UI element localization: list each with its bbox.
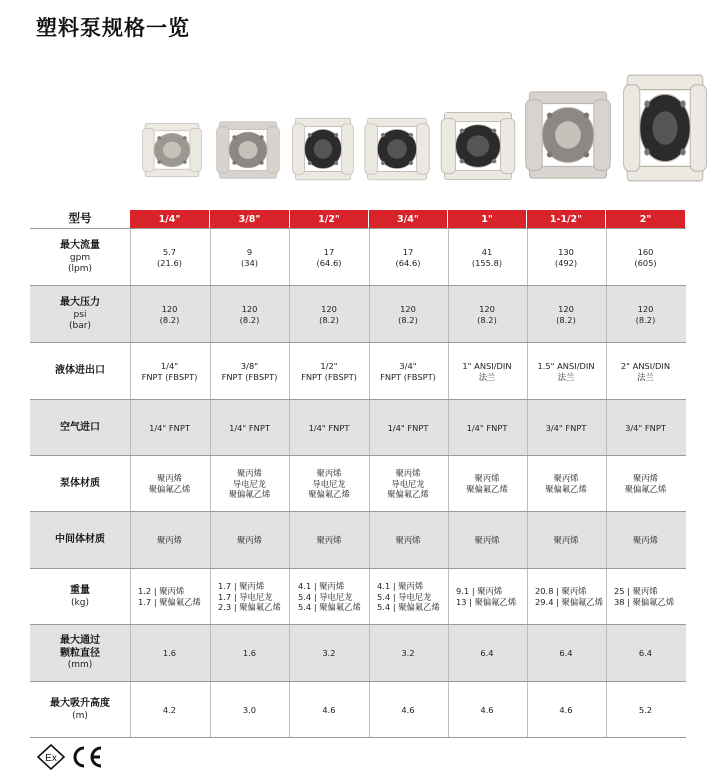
- column-divider: [289, 456, 290, 512]
- cell-text: 2.3 | 聚偏氟乙烯: [218, 602, 281, 613]
- column-divider: [527, 682, 528, 738]
- cell-text: 38 | 聚偏氟乙烯: [614, 597, 675, 607]
- column-divider: [369, 229, 370, 286]
- size-header-5: 1": [448, 210, 526, 229]
- cell-text: (21.6): [157, 257, 182, 268]
- cell-text: 5.4 | 聚偏氟乙烯: [377, 602, 440, 613]
- table-cell: [210, 400, 289, 456]
- table-cell: [527, 569, 605, 625]
- cell-text: 5.7: [162, 246, 177, 257]
- cell-text: 聚丙烯: [553, 535, 579, 546]
- table-cell: [130, 229, 209, 286]
- table-cell: [130, 569, 209, 625]
- table-cell: [369, 286, 447, 343]
- row-label-line: 泵体材质: [60, 477, 100, 489]
- row-divider: [30, 737, 686, 738]
- table-cell: [606, 625, 685, 682]
- row-label-line: 颗粒直径: [60, 647, 100, 659]
- table-cell: [448, 400, 526, 456]
- atex-ex-icon: [36, 744, 66, 770]
- cell-text: 聚偏氟乙烯: [387, 489, 429, 500]
- cell-text: (8.2): [239, 314, 260, 325]
- cell-text: 120: [558, 303, 574, 314]
- table-cell: [527, 343, 605, 400]
- column-divider: [527, 229, 528, 286]
- cell-text: 3.0: [242, 704, 257, 715]
- cell-text: 120: [161, 303, 178, 314]
- cell-text: 2" ANSI/DIN: [620, 360, 671, 371]
- table-row: [30, 456, 686, 512]
- cell-text: 6.4: [559, 648, 573, 659]
- cell-text: 9.1 | 聚丙烯: [456, 586, 503, 597]
- cell-text: 17: [402, 246, 414, 257]
- column-divider: [527, 343, 528, 400]
- cell-text: 聚丙烯: [395, 467, 421, 478]
- column-divider: [130, 400, 131, 456]
- row-label-line: (kg): [71, 597, 89, 608]
- column-divider: [369, 512, 370, 569]
- cell-text: 3.2: [322, 648, 336, 659]
- table-cell: [448, 456, 526, 512]
- cell-text: 3.2: [401, 648, 415, 659]
- table-cell: [369, 569, 447, 625]
- table-cell: [130, 512, 209, 569]
- column-divider: [289, 569, 290, 625]
- column-divider: [130, 286, 131, 343]
- cell-text: 41: [481, 246, 493, 257]
- cell-text: 聚丙烯: [474, 535, 500, 546]
- row-label-line: 液体进出口: [55, 365, 105, 377]
- cell-text: 1.2 | 聚丙烯: [138, 586, 185, 597]
- column-divider: [527, 456, 528, 512]
- cell-text: 3/4" FNPT: [545, 422, 587, 433]
- column-divider: [210, 569, 211, 625]
- column-divider: [448, 400, 449, 456]
- row-label: [30, 512, 130, 569]
- column-divider: [130, 512, 131, 569]
- table-row: [30, 569, 686, 625]
- column-divider: [527, 286, 528, 343]
- cell-text: 聚丙烯: [157, 535, 182, 546]
- column-divider: [448, 229, 449, 286]
- cell-text: 聚丙烯: [237, 467, 262, 478]
- cell-text: 聚丙烯: [633, 473, 658, 484]
- column-divider: [448, 286, 449, 343]
- table-cell: [448, 682, 526, 738]
- column-divider: [369, 625, 370, 682]
- column-divider: [130, 682, 131, 738]
- table-cell: [290, 286, 368, 343]
- table-cell: [130, 400, 209, 456]
- table-row: [30, 286, 686, 343]
- table-cell: [369, 512, 447, 569]
- column-divider: [289, 343, 290, 400]
- cell-text: 聚丙烯: [474, 473, 500, 484]
- cell-text: (34): [240, 257, 259, 268]
- pump-image-2: [214, 118, 282, 182]
- table-cell: [527, 286, 605, 343]
- table-cell: [448, 286, 526, 343]
- cell-text: 导电尼龙: [312, 478, 346, 489]
- column-divider: [448, 682, 449, 738]
- column-divider: [289, 400, 290, 456]
- table-cell: [527, 682, 605, 738]
- column-divider: [210, 512, 211, 569]
- column-divider: [527, 400, 528, 456]
- table-header-row: [30, 207, 686, 229]
- cell-text: 1" ANSI/DIN: [462, 360, 512, 371]
- row-label: [30, 456, 130, 512]
- table-cell: [369, 456, 447, 512]
- column-divider: [130, 229, 131, 286]
- cell-text: 1/4" FNPT: [229, 422, 270, 433]
- table-cell: [527, 625, 605, 682]
- column-divider: [369, 343, 370, 400]
- cell-text: 5.4 | 导电尼龙: [298, 591, 353, 602]
- cell-text: 4.1 | 聚丙烯: [377, 580, 424, 591]
- table-cell: [369, 625, 447, 682]
- table-cell: [527, 400, 605, 456]
- cell-text: 17: [323, 246, 335, 257]
- column-divider: [448, 456, 449, 512]
- cell-text: (64.6): [395, 257, 421, 268]
- cell-text: 1/2": [320, 360, 338, 371]
- cell-text: 1.6: [242, 648, 257, 659]
- column-divider: [448, 625, 449, 682]
- column-divider: [210, 229, 211, 286]
- cell-text: 5.4 | 聚偏氟乙烯: [298, 602, 361, 613]
- table-cell: [448, 343, 526, 400]
- column-divider: [369, 682, 370, 738]
- table-row: [30, 400, 686, 456]
- column-divider: [527, 569, 528, 625]
- column-divider: [130, 456, 131, 512]
- table-cell: [290, 512, 368, 569]
- cell-text: (8.2): [477, 314, 497, 325]
- cell-text: 4.6: [401, 704, 415, 715]
- cell-text: 25 | 聚丙烯: [614, 586, 658, 597]
- column-divider: [210, 456, 211, 512]
- column-divider: [289, 229, 290, 286]
- row-divider: [30, 228, 686, 229]
- table-row: [30, 625, 686, 682]
- table-cell: [130, 456, 209, 512]
- row-label-line: gpm: [69, 252, 91, 263]
- table-cell: [210, 682, 289, 738]
- cell-text: 聚丙烯: [316, 535, 342, 546]
- cell-text: 聚丙烯: [395, 535, 421, 546]
- row-label: [30, 400, 130, 456]
- column-divider: [369, 286, 370, 343]
- column-divider: [448, 512, 449, 569]
- row-label-line: 最大压力: [60, 297, 100, 308]
- cell-text: (8.2): [398, 314, 418, 325]
- row-label-line: (mm): [67, 660, 93, 671]
- row-label-line: 最大吸升高度: [50, 698, 110, 710]
- table-cell: [606, 229, 685, 286]
- cell-text: 1/4" FNPT: [308, 422, 350, 433]
- column-divider: [527, 512, 528, 569]
- table-cell: [606, 400, 685, 456]
- cell-text: 1/4": [160, 360, 179, 371]
- column-divider: [369, 400, 370, 456]
- cell-text: 聚丙烯: [237, 535, 262, 546]
- table-cell: [606, 343, 685, 400]
- cell-text: 120: [637, 303, 654, 314]
- cell-text: 3/8": [240, 360, 259, 371]
- cell-text: 聚偏氟乙烯: [466, 484, 508, 494]
- cell-text: (8.2): [319, 314, 339, 325]
- column-divider: [210, 400, 211, 456]
- row-label-line: (m): [72, 710, 88, 721]
- column-divider: [210, 682, 211, 738]
- row-label-line: 最大通过: [60, 635, 100, 647]
- column-divider: [606, 286, 607, 343]
- cell-text: 法兰: [478, 371, 496, 382]
- table-cell: [290, 682, 368, 738]
- column-divider: [369, 569, 370, 625]
- size-header-3: 1/2": [290, 210, 368, 229]
- cell-text: 导电尼龙: [232, 478, 267, 489]
- column-divider: [289, 286, 290, 343]
- size-header-6: 1-1/2": [527, 210, 605, 229]
- cell-text: 聚偏氟乙烯: [148, 484, 191, 494]
- size-header-4: 3/4": [369, 210, 447, 229]
- column-divider: [606, 682, 607, 738]
- table-cell: [290, 569, 368, 625]
- column-divider: [210, 625, 211, 682]
- cell-text: (8.2): [556, 314, 576, 325]
- table-cell: [448, 229, 526, 286]
- column-divider: [606, 229, 607, 286]
- cell-text: 5.4 | 导电尼龙: [377, 591, 432, 602]
- cell-text: 1.7 | 导电尼龙: [218, 591, 273, 602]
- table-cell: [290, 625, 368, 682]
- table-cell: [210, 229, 289, 286]
- cell-text: (492): [554, 257, 578, 268]
- cell-text: FNPT (FBSPT): [221, 371, 278, 382]
- table-cell: [210, 512, 289, 569]
- model-label: 型号: [68, 211, 92, 225]
- cell-text: (64.6): [316, 257, 342, 268]
- table-cell: [606, 682, 685, 738]
- column-divider: [606, 456, 607, 512]
- cell-text: 120: [321, 303, 337, 314]
- cell-text: 6.4: [638, 648, 653, 659]
- row-label-line: (lpm): [67, 263, 92, 274]
- cell-text: 130: [558, 246, 574, 257]
- table-cell: [448, 569, 526, 625]
- column-divider: [130, 625, 131, 682]
- cell-text: 聚偏氟乙烯: [624, 484, 667, 494]
- size-header-1: 1/4": [130, 210, 209, 229]
- cell-text: 1.7 | 聚丙烯: [218, 580, 265, 591]
- pump-image-7: [620, 68, 710, 188]
- table-cell: [369, 229, 447, 286]
- row-label: [30, 286, 130, 343]
- cell-text: 法兰: [557, 371, 575, 382]
- pump-image-6: [522, 86, 614, 184]
- table-cell: [130, 286, 209, 343]
- column-divider: [606, 343, 607, 400]
- cell-text: (8.2): [635, 314, 656, 325]
- table-row: [30, 229, 686, 286]
- cell-text: 聚丙烯: [553, 473, 579, 484]
- cell-text: 4.6: [480, 704, 494, 715]
- certification-marks: [36, 744, 104, 770]
- cell-text: 聚丙烯: [316, 467, 342, 478]
- table-cell: [290, 456, 368, 512]
- cell-text: 1/4" FNPT: [466, 422, 508, 433]
- cell-text: 1.6: [162, 648, 177, 659]
- table-cell: [290, 229, 368, 286]
- pump-image-3: [290, 114, 356, 184]
- cell-text: 聚偏氟乙烯: [545, 484, 587, 494]
- cell-text: (8.2): [159, 314, 180, 325]
- cell-text: 6.4: [480, 648, 494, 659]
- pump-image-4: [362, 114, 432, 184]
- column-divider: [289, 682, 290, 738]
- table-cell: [290, 343, 368, 400]
- cell-text: 4.1 | 聚丙烯: [298, 580, 345, 591]
- pump-image-1: [140, 120, 204, 180]
- row-label-line: 中间体材质: [55, 534, 105, 546]
- row-label: [30, 569, 130, 625]
- column-divider: [448, 569, 449, 625]
- cell-text: (155.8): [471, 257, 503, 268]
- cell-text: 1.7 | 聚偏氟乙烯: [138, 597, 201, 607]
- cell-text: 聚丙烯: [633, 535, 658, 546]
- table-row: [30, 343, 686, 400]
- size-header-2: 3/8": [210, 210, 289, 229]
- table-row: [30, 512, 686, 569]
- table-cell: [210, 286, 289, 343]
- page-title: 塑料泵规格一览: [36, 16, 190, 40]
- cell-text: 20.8 | 聚丙烯: [535, 586, 587, 597]
- column-divider: [606, 625, 607, 682]
- column-divider: [606, 400, 607, 456]
- table-cell: [369, 682, 447, 738]
- table-cell: [130, 625, 209, 682]
- column-divider: [289, 625, 290, 682]
- row-label: [30, 625, 130, 682]
- table-cell: [606, 456, 685, 512]
- cell-text: 聚丙烯: [157, 473, 182, 484]
- column-divider: [606, 569, 607, 625]
- column-divider: [130, 569, 131, 625]
- cell-text: 4.6: [559, 704, 573, 715]
- row-label: [30, 682, 130, 738]
- row-label: [30, 229, 130, 286]
- column-divider: [369, 456, 370, 512]
- table-cell: [606, 512, 685, 569]
- table-cell: [606, 286, 685, 343]
- column-divider: [210, 343, 211, 400]
- cell-text: 1/4" FNPT: [149, 422, 190, 433]
- cell-text: 160: [637, 246, 654, 257]
- table-cell: [290, 400, 368, 456]
- table-cell: [448, 625, 526, 682]
- table-cell: [527, 512, 605, 569]
- row-label: [30, 343, 130, 400]
- cell-text: FNPT (FBSPT): [301, 371, 357, 382]
- cell-text: 120: [241, 303, 258, 314]
- cell-text: 1.5" ANSI/DIN: [537, 360, 595, 371]
- cell-text: FNPT (FBSPT): [141, 371, 198, 382]
- table-cell: [527, 229, 605, 286]
- row-label-line: 空气进口: [60, 421, 100, 433]
- table-cell: [527, 456, 605, 512]
- pump-image-5: [438, 108, 518, 184]
- cell-text: 9: [246, 246, 253, 257]
- cell-text: 聚偏氟乙烯: [228, 489, 271, 500]
- cell-text: 1/4" FNPT: [387, 422, 429, 433]
- column-divider: [527, 625, 528, 682]
- row-label-line: psi: [73, 309, 87, 320]
- cell-text: 4.6: [322, 704, 336, 715]
- cell-text: 3/4" FNPT: [625, 422, 666, 433]
- cell-text: 5.2: [638, 704, 653, 715]
- cell-text: 29.4 | 聚偏氟乙烯: [535, 597, 604, 607]
- table-cell: [448, 512, 526, 569]
- cell-text: 120: [400, 303, 416, 314]
- row-label-line: 重量: [70, 585, 90, 597]
- table-cell: [369, 400, 447, 456]
- cell-text: 120: [479, 303, 495, 314]
- size-header-7: 2": [606, 210, 685, 229]
- table-cell: [210, 343, 289, 400]
- row-label-line: 最大流量: [60, 240, 100, 251]
- column-divider: [289, 512, 290, 569]
- row-label-line: (bar): [69, 320, 91, 331]
- table-cell: [130, 343, 209, 400]
- table-row: [30, 682, 686, 738]
- cell-text: FNPT (FBSPT): [380, 371, 436, 382]
- cell-text: 4.2: [162, 704, 177, 715]
- cell-text: 13 | 聚偏氟乙烯: [456, 597, 517, 607]
- column-divider: [210, 286, 211, 343]
- column-divider: [130, 343, 131, 400]
- table-cell: [210, 456, 289, 512]
- table-cell: [130, 682, 209, 738]
- svg-text:Ex: Ex: [45, 753, 57, 764]
- cell-text: 法兰: [637, 371, 654, 382]
- column-divider: [606, 512, 607, 569]
- table-cell: [369, 343, 447, 400]
- column-divider: [448, 343, 449, 400]
- ce-mark-icon: [70, 744, 104, 770]
- table-cell: [210, 625, 289, 682]
- cell-text: (605): [634, 257, 657, 268]
- cell-text: 聚偏氟乙烯: [308, 489, 350, 500]
- table-cell: [606, 569, 685, 625]
- cell-text: 3/4": [399, 360, 417, 371]
- table-cell: [210, 569, 289, 625]
- cell-text: 导电尼龙: [391, 478, 425, 489]
